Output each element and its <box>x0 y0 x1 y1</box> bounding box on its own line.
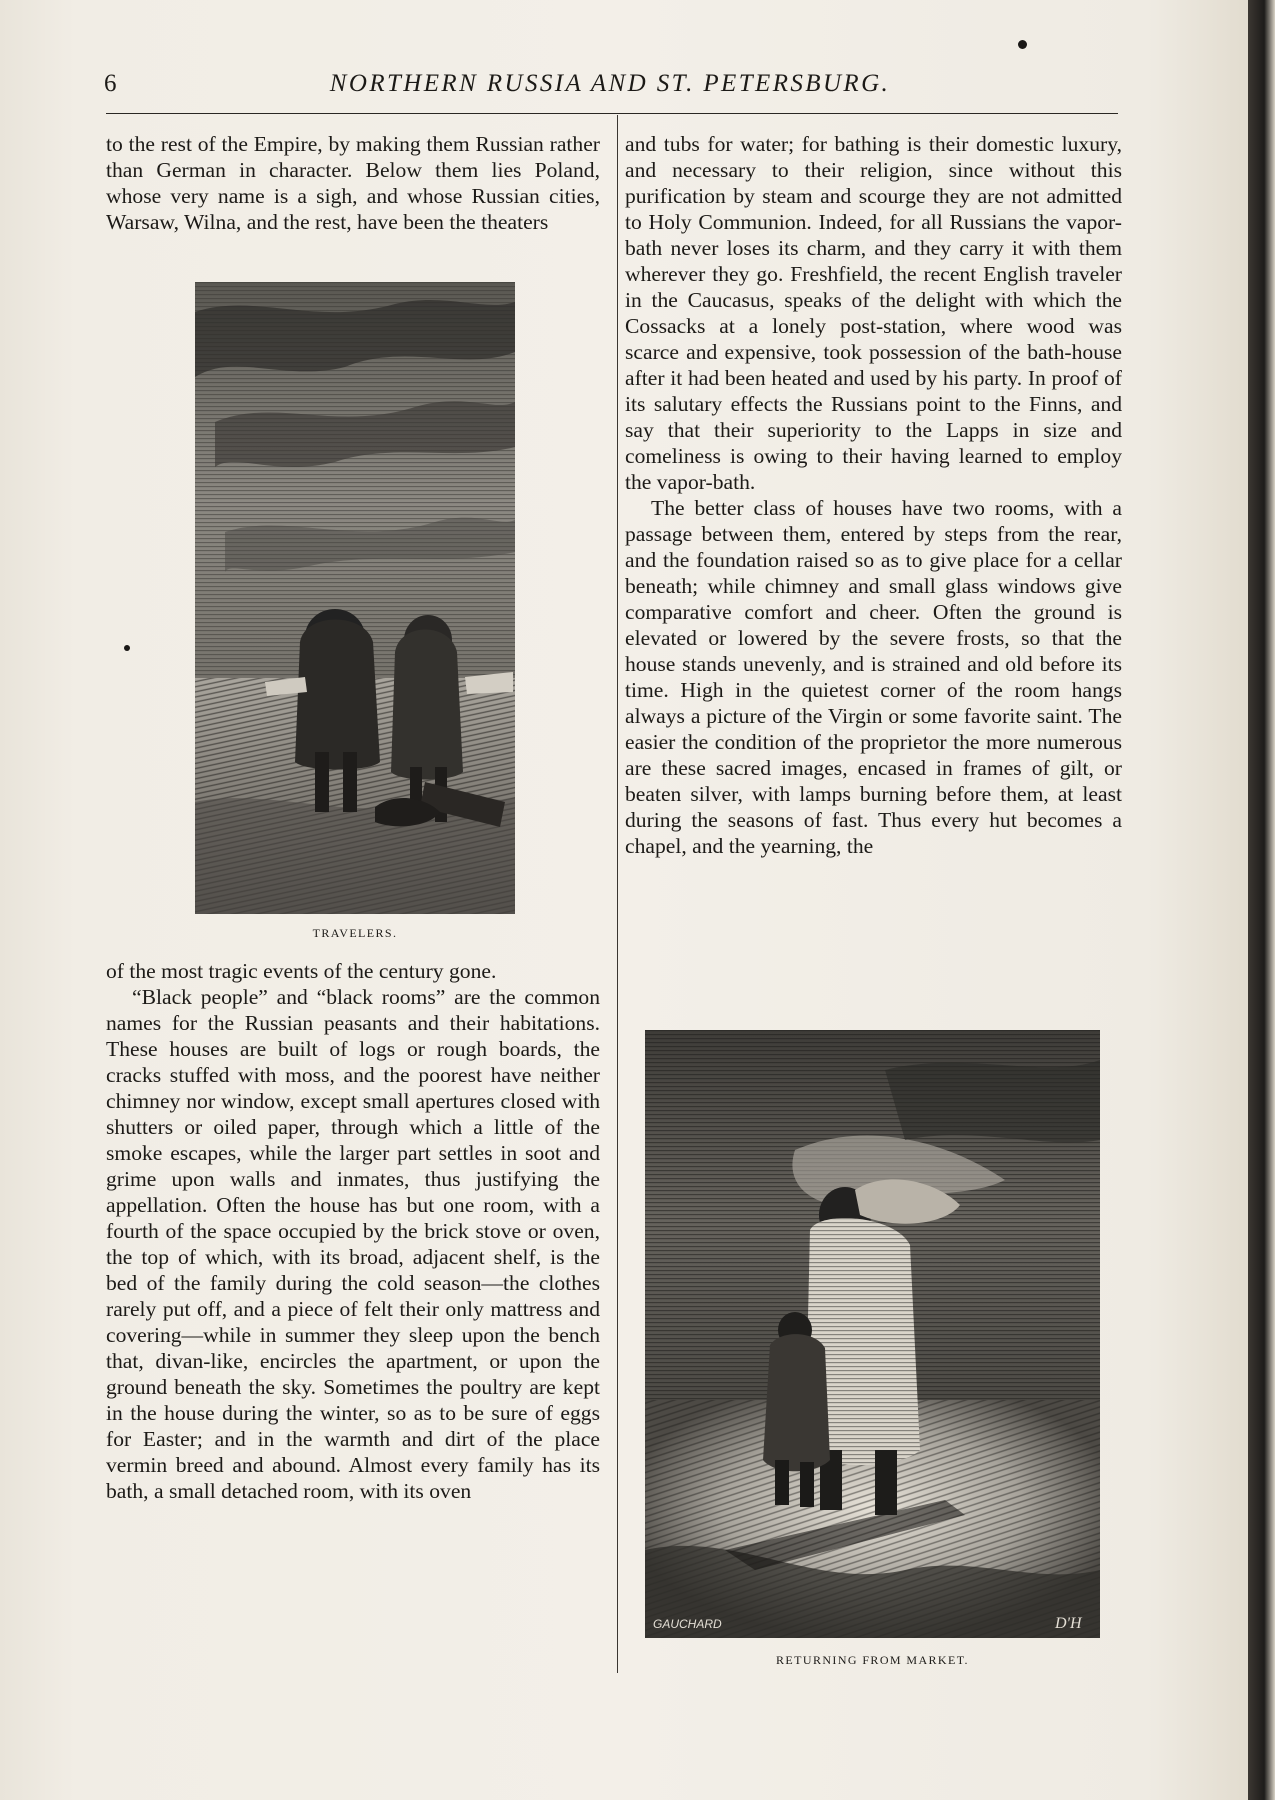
engraver-signature-right: D'H <box>1055 1615 1082 1632</box>
page-edge-shadow <box>1248 0 1275 1800</box>
travelers-illustration <box>195 282 515 914</box>
engraver-signature-left: GAUCHARD <box>653 1617 722 1631</box>
running-head-title: NORTHERN RUSSIA AND ST. PETERSBURG. <box>329 70 891 97</box>
left-column-bottom <box>106 958 600 1504</box>
paragraph-empire: to the rest of the Empire, by making them Russian rather than German in character. Below them lies Poland, whose very name is a sigh, and whose Russian cities, Warsaw, Wilna, and the rest, have been the theaters <box>106 132 600 234</box>
right-column-top <box>625 131 1122 859</box>
returning-from-market-illustration <box>645 1030 1100 1638</box>
header-rule <box>106 113 1118 114</box>
paragraph-better-houses: The better class of houses have two rooms, with a passage between them, entered by steps from the rear, and the foundation raised so as to give place for a cellar beneath; while chimney and small glass windows give comparative comfort and cheer. Often the ground is elevated or lowered by the severe frosts, so that the house stands unevenly, and is strained and old before its time. High in the quietest corner of the room hangs always a picture of the Virgin or some favorite saint. The easier the condition of the proprietor the more numerous are these sacred images, encased in frames of gilt, or beaten silver, with lamps burning before them, at least during the seasons of fast. Thus every hut becomes a chapel, and the yearning, the <box>625 496 1122 858</box>
ink-spot <box>1018 40 1027 49</box>
travelers-caption: TRAVELERS. <box>312 926 398 940</box>
page-number: 6 <box>104 70 117 97</box>
column-divider <box>617 115 618 1673</box>
paragraph-black-people: “Black people” and “black rooms” are the common names for the Russian peasants and their habitations. These houses are built of logs or rough boards, the cracks stuffed with moss, and the poorest have neither chimney nor window, except small apertures closed with shutters or oiled paper, through which a little of the smoke escapes, while the larger part settles in soot and grime upon walls and inmates, thus justifying the appellation. Often the house has but one room, with a fourth of the space occupied by the brick stove or oven, the top of which, with its broad, adjacent shelf, is the bed of the family during the cold season—the clothes rarely put off, and a piece of felt their only mattress and covering—while in summer they sleep upon the bench that, divan-like, encircles the apartment, or upon the ground beneath the sky. Sometimes the poultry are kept in the house during the winter, so as to be sure of eggs for Easter; and in the warmth and dirt of the place vermin breed and abound. Almost every family has its bath, a small detached room, with its oven <box>106 985 600 1503</box>
ink-spot <box>124 645 130 651</box>
returning-from-market-caption: RETURNING FROM MARKET. <box>776 1653 969 1667</box>
paragraph-vapor-bath: and tubs for water; for bathing is their domestic luxury, and necessary to their religion, since without this purification by steam and scourge they are not admitted to Holy Communion. Indeed, for all Russians the vapor-bath never loses its charm, and they carry it with them wherever they go. Freshfield, the recent English traveler in the Caucasus, speaks of the delight with which the Cossacks at a lonely post-station, where wood was scarce and expensive, took possession of the bath-house after it had been heated and used by his party. In proof of its salutary effects the Russians point to the Finns, and say that their superiority to the Lapps in size and comeliness is owing to their having learned to employ the vapor-bath. <box>625 132 1122 494</box>
left-column-top <box>106 131 600 235</box>
paragraph-tragic-events: of the most tragic events of the century gone. <box>106 959 497 983</box>
